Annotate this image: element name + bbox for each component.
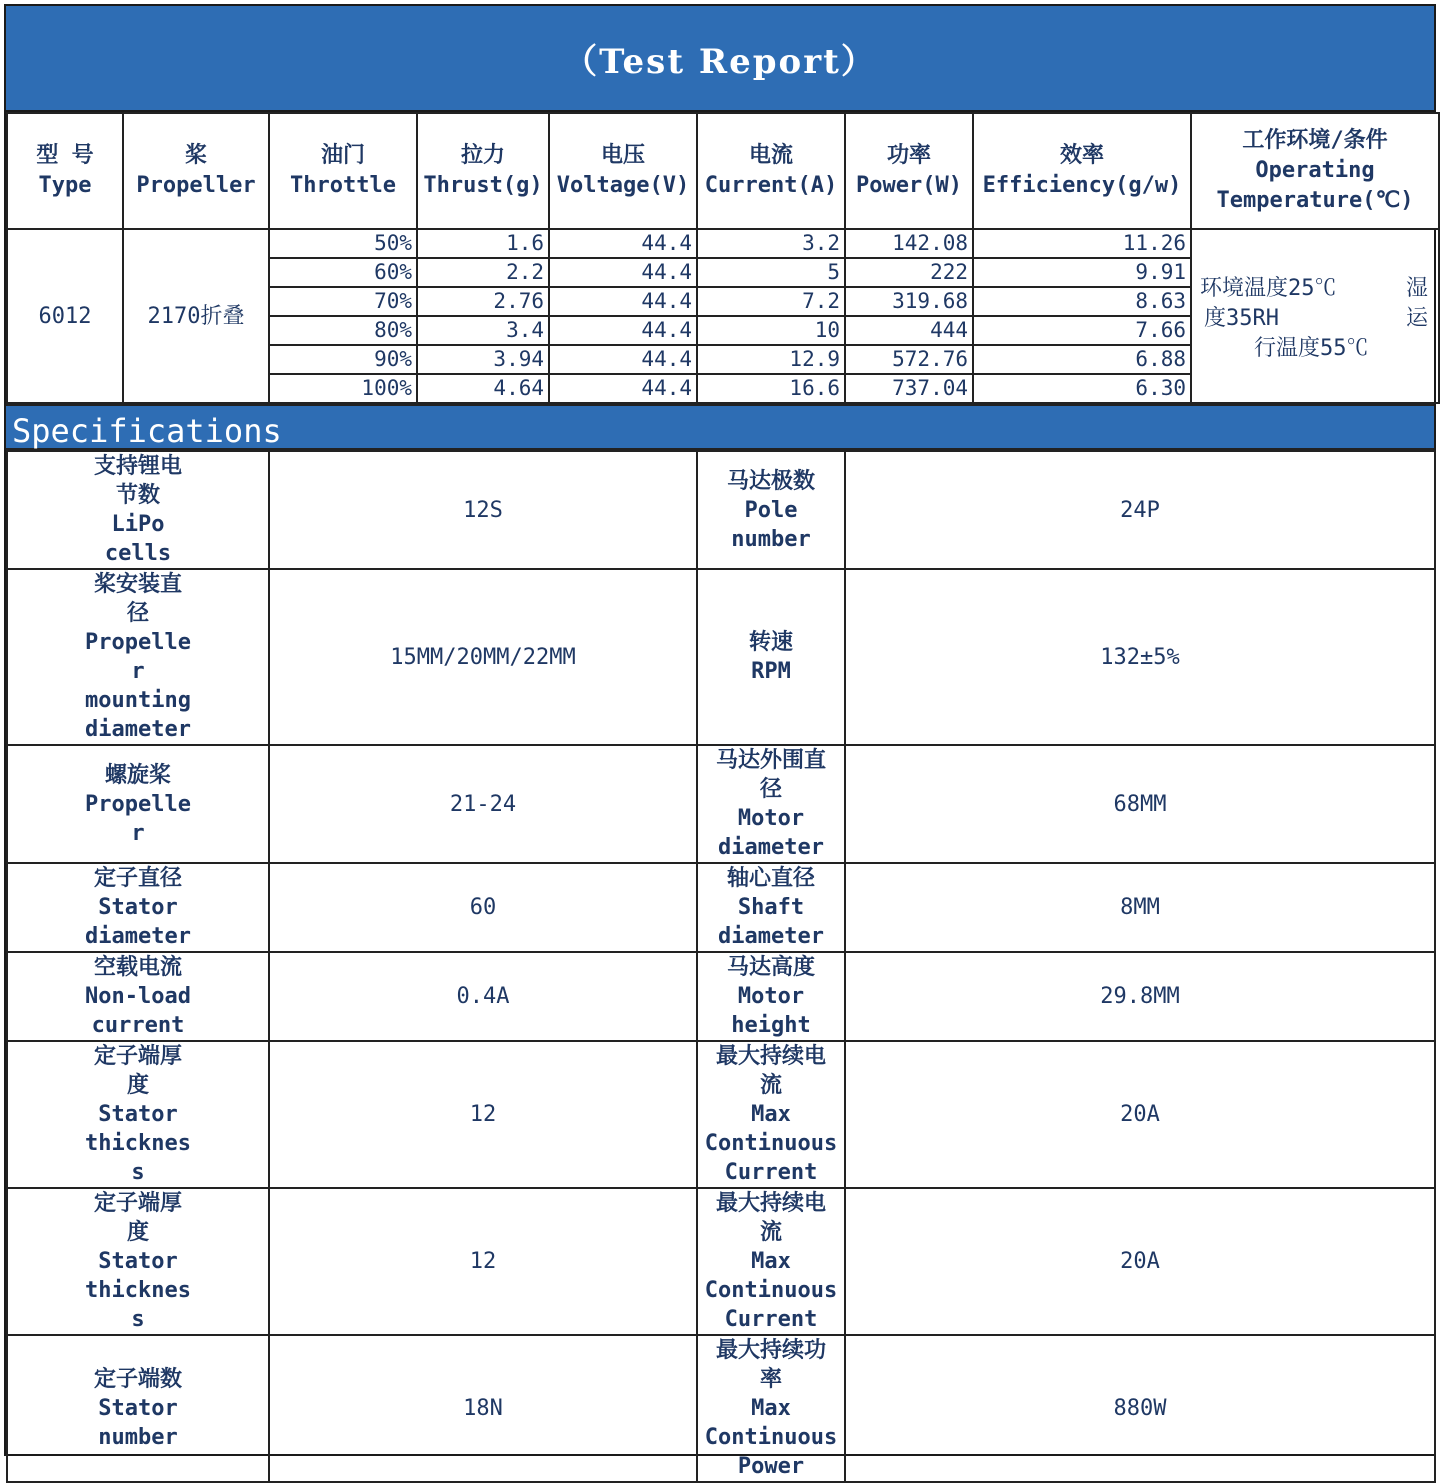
spec-left-value: 18N (269, 1335, 697, 1482)
header-type: 型 号 Type (7, 113, 123, 229)
spec-label-line: 马达高度 (726, 955, 815, 980)
spec-right-value: 24P (845, 451, 1435, 569)
spec-label-line: Stator (98, 1396, 178, 1421)
power-cell: 142.08 (845, 229, 973, 258)
spec-label-line: 最大持续功 (715, 1338, 826, 1363)
spec-label-line: Shaft (737, 895, 805, 920)
current-cell: 16.6 (697, 374, 845, 403)
spec-row (7, 1335, 1435, 1482)
throttle-cell: 100% (269, 374, 417, 403)
voltage-cell: 44.4 (549, 287, 697, 316)
table-row (7, 229, 1439, 258)
power-cell: 444 (845, 316, 973, 345)
header-throttle: 油门 Throttle (269, 113, 417, 229)
spec-right-label (697, 1335, 845, 1482)
thrust-cell: 3.4 (417, 316, 549, 345)
spec-label-line: 桨安装直 (93, 572, 182, 597)
spec-label-line: Pole (744, 497, 798, 523)
spec-right-label (697, 451, 845, 569)
spec-label-line: Non-load (85, 984, 191, 1009)
spec-label-line: Current (724, 1160, 818, 1185)
spec-label-line: Stator (98, 1249, 178, 1274)
spec-right-value: 880W (845, 1335, 1435, 1482)
spec-left-label (7, 451, 269, 569)
spec-label-line: 径 (759, 777, 782, 802)
spec-right-value: 68MM (845, 745, 1435, 863)
spec-label-line: 马达外围直 (715, 748, 826, 773)
throttle-cell: 70% (269, 287, 417, 316)
spec-label-line: 转速 (748, 630, 793, 655)
spec-label-line: 流 (759, 1073, 782, 1098)
current-cell: 7.2 (697, 287, 845, 316)
throttle-cell: 90% (269, 345, 417, 374)
spec-label-line: Continuous (704, 1278, 838, 1303)
spec-label-line: diameter (718, 835, 824, 860)
spec-right-value: 8MM (845, 863, 1435, 952)
spec-label-line: 支持锂电 (93, 454, 182, 479)
condition-humidity: 度35RH (1204, 306, 1279, 331)
spec-right-label (697, 1188, 845, 1335)
voltage-cell: 44.4 (549, 374, 697, 403)
propeller-value: 2170折叠 (123, 229, 269, 403)
throttle-cell: 50% (269, 229, 417, 258)
spec-label-line: diameter (85, 924, 191, 949)
type-value: 6012 (7, 229, 123, 403)
spec-label-line: number (98, 1425, 178, 1450)
current-cell: 12.9 (697, 345, 845, 374)
spec-label-line: height (731, 1013, 811, 1038)
efficiency-cell: 8.63 (973, 287, 1191, 316)
specifications-table (6, 450, 1436, 1483)
spec-right-label (697, 745, 845, 863)
spec-left-value: 12 (269, 1188, 697, 1335)
condition-operating: 行温度55℃ (1254, 336, 1369, 361)
voltage-cell: 44.4 (549, 229, 697, 258)
power-cell: 319.68 (845, 287, 973, 316)
spec-row (7, 451, 1435, 569)
test-table (6, 112, 1440, 404)
spec-label-line: Max (751, 1396, 791, 1421)
conditions-cell (1191, 229, 1439, 403)
spec-label-line: Stator (98, 895, 178, 920)
spec-label-line: thicknes (85, 1278, 191, 1303)
condition-ambient: 环境温度25℃ (1200, 276, 1337, 301)
spec-left-label (7, 952, 269, 1041)
spec-left-value: 12S (269, 451, 697, 569)
efficiency-cell: 7.66 (973, 316, 1191, 345)
spec-label-line: Power (737, 1454, 805, 1479)
spec-label-line: LiPo (111, 512, 165, 537)
current-cell: 3.2 (697, 229, 845, 258)
power-cell: 222 (845, 258, 973, 287)
efficiency-cell: 9.91 (973, 258, 1191, 287)
power-cell: 737.04 (845, 374, 973, 403)
spec-left-value: 60 (269, 863, 697, 952)
spec-label-line: 定子端厚 (93, 1191, 182, 1216)
spec-left-value: 15MM/20MM/22MM (269, 569, 697, 745)
spec-label-line: Stator (98, 1102, 178, 1127)
spec-left-label (7, 863, 269, 952)
spec-label-line: 径 (126, 601, 149, 626)
spec-right-value: 132±5% (845, 569, 1435, 745)
report-sheet (4, 4, 1436, 1479)
spec-label-line: r (131, 820, 145, 846)
thrust-cell: 2.76 (417, 287, 549, 316)
spec-label-line: Propelle (85, 630, 191, 655)
spec-row (7, 745, 1435, 863)
spec-left-label (7, 1041, 269, 1188)
current-cell: 10 (697, 316, 845, 345)
thrust-cell: 4.64 (417, 374, 549, 403)
efficiency-cell: 11.26 (973, 229, 1191, 258)
spec-label-line: Continuous (704, 1425, 838, 1450)
spec-label-line: 最大持续电 (715, 1191, 826, 1216)
spec-label-line: 最大持续电 (715, 1044, 826, 1069)
spec-label-line: 流 (759, 1220, 782, 1245)
spec-left-value: 0.4A (269, 952, 697, 1041)
current-cell: 5 (697, 258, 845, 287)
spec-label-line: 定子端数 (93, 1367, 182, 1392)
spec-label-line: 定子端厚 (93, 1044, 182, 1069)
power-cell: 572.76 (845, 345, 973, 374)
header-voltage: 电压 Voltage(V) (549, 113, 697, 229)
header-conditions: 工作环境/条件 Operating Temperature(℃) (1191, 113, 1439, 229)
spec-label-line: current (91, 1013, 185, 1038)
spec-label-line: Motor (737, 806, 805, 831)
spec-label-line: Current (724, 1307, 818, 1332)
spec-label-line: 定子直径 (93, 866, 182, 891)
header-efficiency: 效率 Efficiency(g/w) (973, 113, 1191, 229)
thrust-cell: 3.94 (417, 345, 549, 374)
spec-label-line: Max (751, 1102, 791, 1127)
throttle-cell: 80% (269, 316, 417, 345)
throttle-cell: 60% (269, 258, 417, 287)
voltage-cell: 44.4 (549, 316, 697, 345)
header-row (7, 113, 1439, 229)
spec-right-value: 20A (845, 1041, 1435, 1188)
report-title: （Test Report） (6, 6, 1434, 112)
efficiency-cell: 6.30 (973, 374, 1191, 403)
efficiency-cell: 6.88 (973, 345, 1191, 374)
spec-label-line: 率 (759, 1367, 782, 1392)
spec-right-label (697, 952, 845, 1041)
spec-label-line: RPM (751, 659, 791, 684)
spec-left-label (7, 1335, 269, 1482)
spec-left-value: 12 (269, 1041, 697, 1188)
spec-right-label (697, 1041, 845, 1188)
spec-label-line: 空载电流 (93, 955, 182, 980)
header-power: 功率 Power(W) (845, 113, 973, 229)
spec-label-line: diameter (718, 924, 824, 949)
spec-label-line: Max (751, 1249, 791, 1274)
spec-left-label (7, 569, 269, 745)
spec-row (7, 1041, 1435, 1188)
spec-label-line: 度 (126, 1220, 149, 1245)
spec-label-line: number (731, 526, 811, 552)
voltage-cell: 44.4 (549, 258, 697, 287)
spec-label-line: thicknes (85, 1131, 191, 1156)
condition-right-2: 运 (1405, 306, 1428, 331)
spec-label-line: diameter (85, 717, 191, 742)
spec-label-line: 螺旋桨 (104, 762, 171, 788)
spec-right-label (697, 863, 845, 952)
specifications-title: Specifications (6, 404, 1434, 450)
spec-label-line: 节数 (115, 483, 160, 508)
spec-right-value: 29.8MM (845, 952, 1435, 1041)
spec-label-line: s (131, 1160, 145, 1185)
spec-label-line: Propelle (85, 791, 191, 817)
spec-label-line: Motor (737, 984, 805, 1009)
spec-label-line: 度 (126, 1073, 149, 1098)
header-thrust: 拉力 Thrust(g) (417, 113, 549, 229)
spec-left-label (7, 1188, 269, 1335)
spec-label-line: r (131, 659, 145, 684)
spec-row (7, 569, 1435, 745)
condition-right-1: 湿 (1405, 276, 1428, 301)
spec-label-line: cells (104, 541, 172, 566)
header-propeller: 桨 Propeller (123, 113, 269, 229)
thrust-cell: 1.6 (417, 229, 549, 258)
spec-right-value: 20A (845, 1188, 1435, 1335)
spec-label-line: s (131, 1307, 145, 1332)
spec-label-line: Continuous (704, 1131, 838, 1156)
spec-label-line: 轴心直径 (726, 866, 815, 891)
header-current: 电流 Current(A) (697, 113, 845, 229)
spec-row (7, 1188, 1435, 1335)
voltage-cell: 44.4 (549, 345, 697, 374)
spec-row (7, 952, 1435, 1041)
spec-left-label (7, 745, 269, 863)
spec-left-value: 21-24 (269, 745, 697, 863)
spec-row (7, 863, 1435, 952)
spec-label-line: 马达极数 (726, 468, 815, 494)
thrust-cell: 2.2 (417, 258, 549, 287)
spec-right-label (697, 569, 845, 745)
spec-label-line: mounting (85, 688, 191, 713)
